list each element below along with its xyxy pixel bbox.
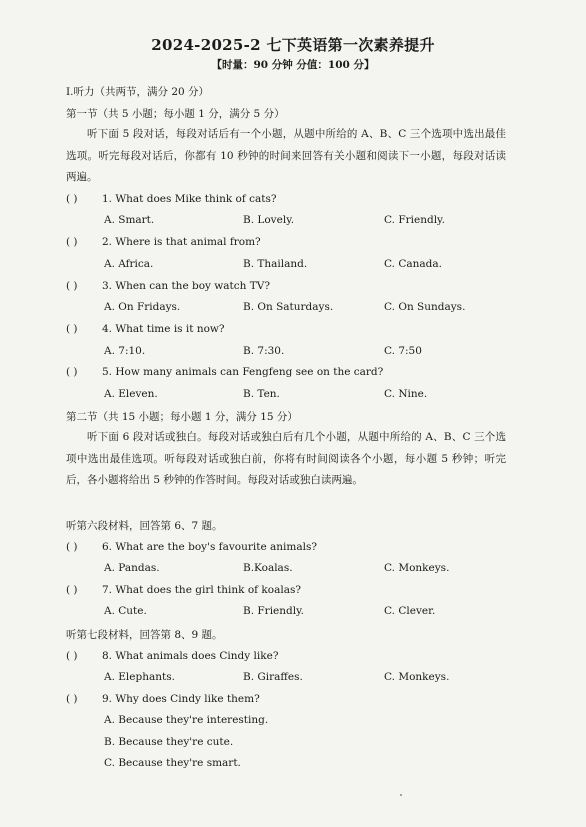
- option-a: A. Smart.: [104, 214, 155, 226]
- option-a: A. Eleven.: [104, 388, 158, 400]
- option-b: B. Lovely.: [243, 214, 295, 226]
- answer-blank[interactable]: ( ): [66, 280, 78, 292]
- option-b: B. Thailand.: [243, 258, 308, 270]
- option-c: C. Nine.: [384, 388, 428, 400]
- option-b: B. On Saturdays.: [243, 301, 334, 313]
- question-text: 5. How many animals can Fengfeng see on the card?: [102, 366, 384, 378]
- exam-time-score: 【时量：90 分钟 分值：100 分】: [211, 59, 375, 71]
- question-6: [66, 541, 317, 553]
- question-3: [66, 280, 270, 292]
- option-c: C. Clever.: [384, 605, 436, 617]
- answer-blank[interactable]: ( ): [66, 541, 78, 553]
- scan-speck: [400, 794, 402, 796]
- option-a: A. Elephants.: [104, 671, 175, 683]
- question-text: 9. Why does Cindy like them?: [102, 693, 260, 705]
- question-5: [66, 366, 383, 378]
- option-a: A. 7:10.: [104, 345, 146, 357]
- question-text: 6. What are the boy's favourite animals?: [102, 541, 317, 553]
- material6-intro: 听第六段材料，回答第 6、7 题。: [66, 520, 223, 532]
- option-b: B.Koalas.: [243, 562, 293, 574]
- answer-blank[interactable]: ( ): [66, 323, 78, 335]
- option-a: A. Pandas.: [104, 562, 160, 574]
- answer-blank[interactable]: ( ): [66, 584, 78, 596]
- section1-heading: 第一节（共 5 小题；每小题 1 分，满分 5 分）: [66, 108, 285, 120]
- answer-blank[interactable]: ( ): [66, 366, 78, 378]
- question-9: [66, 693, 260, 705]
- option-a: A. On Fridays.: [104, 301, 181, 313]
- option-a: A. Cute.: [104, 605, 147, 617]
- answer-blank[interactable]: ( ): [66, 236, 78, 248]
- question-text: 1. What does Mike think of cats?: [102, 193, 277, 205]
- option-b: B. Giraffes.: [243, 671, 303, 683]
- option-c: C. On Sundays.: [384, 301, 466, 313]
- answer-blank[interactable]: ( ): [66, 650, 78, 662]
- section2-heading: 第二节（共 15 小题；每小题 1 分，满分 15 分）: [66, 411, 298, 423]
- option-c: C. Canada.: [384, 258, 442, 270]
- question-text: 4. What time is it now?: [102, 323, 225, 335]
- option-b: B. Because they're cute.: [104, 736, 234, 748]
- exam-title: 2024-2025-2 七下英语第一次素养提升: [151, 36, 435, 54]
- question-1: [66, 193, 276, 205]
- material7-intro: 听第七段材料，回答第 8、9 题。: [66, 629, 223, 641]
- part1-heading: I.听力（共两节，满分 20 分）: [66, 86, 210, 98]
- question-text: 8. What animals does Cindy like?: [102, 650, 279, 662]
- option-b: B. 7:30.: [243, 345, 285, 357]
- option-a: A. Because they're interesting.: [104, 714, 269, 726]
- option-c: C. Friendly.: [384, 214, 445, 226]
- option-c: C. Because they're smart.: [104, 757, 241, 769]
- question-text: 3. When can the boy watch TV?: [102, 280, 270, 292]
- question-2: [66, 236, 261, 248]
- question-4: [66, 323, 225, 335]
- option-b: B. Friendly.: [243, 605, 304, 617]
- option-c: C. Monkeys.: [384, 671, 450, 683]
- question-7: [66, 584, 301, 596]
- question-text: 2. Where is that animal from?: [102, 236, 261, 248]
- option-b: B. Ten.: [243, 388, 280, 400]
- answer-blank[interactable]: ( ): [66, 693, 78, 705]
- option-c: C. Monkeys.: [384, 562, 450, 574]
- option-a: A. Africa.: [104, 258, 154, 270]
- question-8: [66, 650, 278, 662]
- option-c: C. 7:50: [384, 345, 422, 357]
- section1-instruction: 听下面 5 段对话，每段对话后有一个小题，从题中所给的 A、B、C 三个选项中选出最佳选项。听完每段对话后，你都有 10 秒钟的时间来回答有关小题和阅读下一小题，每段对话读两遍。: [66, 128, 506, 184]
- question-text: 7. What does the girl think of koalas?: [102, 584, 301, 596]
- answer-blank[interactable]: ( ): [66, 193, 78, 205]
- section2-instruction: 听下面 6 段对话或独白。每段对话或独白后有几个小题，从题中所给的 A、B、C 三个选项中选出最佳选项。听每段对话或独白前，你将有时间阅读各个小题，每小题 5 秒钟；听完后，各小题将给出 5 秒钟的作答时间。每段对话或独白读两遍。: [66, 431, 506, 487]
